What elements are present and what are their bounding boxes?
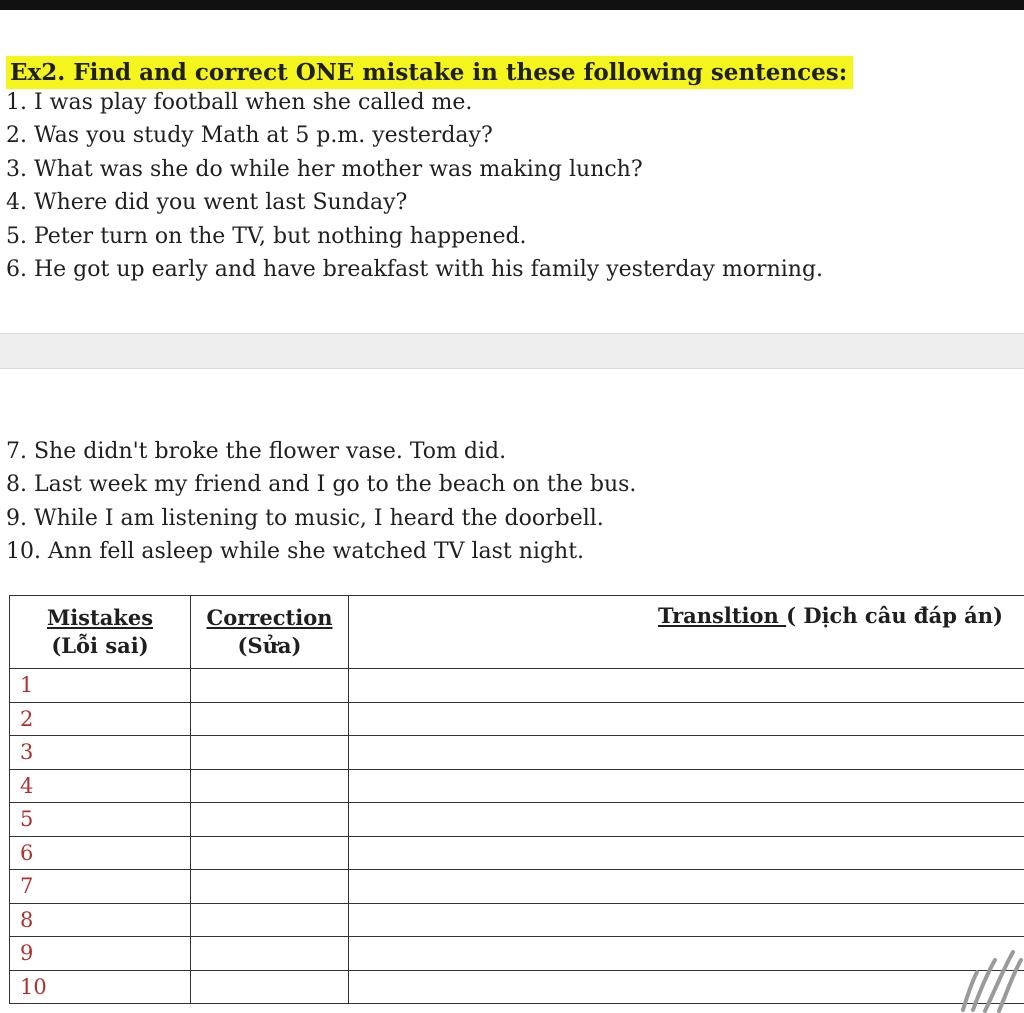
correction-cell[interactable] xyxy=(191,669,349,703)
sentence-8: 8. Last week my friend and I go to the beach on the bus. xyxy=(6,472,637,497)
row-number: 7 xyxy=(10,870,191,904)
correction-cell[interactable] xyxy=(191,769,349,803)
table-row xyxy=(10,702,1024,736)
table-row xyxy=(10,669,1024,703)
answer-table-header xyxy=(10,596,1024,669)
row-number: 10 xyxy=(10,970,191,1004)
sentence-5: 5. Peter turn on the TV, but nothing happened. xyxy=(6,224,527,249)
translation-cell[interactable] xyxy=(349,769,1024,803)
row-number: 2 xyxy=(10,702,191,736)
row-number: 4 xyxy=(10,769,191,803)
table-row xyxy=(10,903,1024,937)
sentence-3: 3. What was she do while her mother was making lunch? xyxy=(6,157,643,182)
pen-scribble-mark xyxy=(955,930,1024,1013)
table-row xyxy=(10,937,1024,971)
header-correction-label: Correction xyxy=(206,605,333,630)
header-correction-sublabel: (Sửa) xyxy=(237,633,302,658)
sentence-4: 4. Where did you went last Sunday? xyxy=(6,190,408,215)
header-translation-label: Transltion xyxy=(658,603,787,628)
header-translation xyxy=(349,596,1024,669)
row-number: 8 xyxy=(10,903,191,937)
correction-cell[interactable] xyxy=(191,903,349,937)
sentence-6: 6. He got up early and have breakfast with his family yesterday morning. xyxy=(6,257,824,282)
sentence-1: 1. I was play football when she called me. xyxy=(6,90,473,115)
table-row xyxy=(10,970,1024,1004)
table-row xyxy=(10,836,1024,870)
translation-cell[interactable] xyxy=(349,937,1024,971)
row-number: 5 xyxy=(10,803,191,837)
header-mistakes-sublabel: (Lỗi sai) xyxy=(51,633,149,658)
header-mistakes xyxy=(10,596,191,669)
translation-cell[interactable] xyxy=(349,669,1024,703)
correction-cell[interactable] xyxy=(191,970,349,1004)
header-correction xyxy=(191,596,349,669)
table-row xyxy=(10,870,1024,904)
table-row xyxy=(10,803,1024,837)
row-number: 9 xyxy=(10,937,191,971)
row-number: 1 xyxy=(10,669,191,703)
sentence-2: 2. Was you study Math at 5 p.m. yesterday? xyxy=(6,123,493,148)
header-translation-sublabel: ( Dịch câu đáp án) xyxy=(786,603,1003,628)
correction-cell[interactable] xyxy=(191,803,349,837)
top-bar xyxy=(0,0,1024,10)
page-separator xyxy=(0,333,1024,369)
sentence-7: 7. She didn't broke the flower vase. Tom did. xyxy=(6,439,507,464)
sentence-10: 10. Ann fell asleep while she watched TV last night. xyxy=(6,539,585,564)
correction-cell[interactable] xyxy=(191,836,349,870)
translation-cell[interactable] xyxy=(349,836,1024,870)
translation-cell[interactable] xyxy=(349,970,1024,1004)
table-row xyxy=(10,736,1024,770)
table-row xyxy=(10,769,1024,803)
header-mistakes-label: Mistakes xyxy=(46,605,154,630)
translation-cell[interactable] xyxy=(349,736,1024,770)
translation-cell[interactable] xyxy=(349,702,1024,736)
row-number: 6 xyxy=(10,836,191,870)
translation-cell[interactable] xyxy=(349,803,1024,837)
correction-cell[interactable] xyxy=(191,702,349,736)
translation-cell[interactable] xyxy=(349,903,1024,937)
correction-cell[interactable] xyxy=(191,937,349,971)
correction-cell[interactable] xyxy=(191,736,349,770)
sentence-9: 9. While I am listening to music, I heard the doorbell. xyxy=(6,506,604,531)
correction-cell[interactable] xyxy=(191,870,349,904)
translation-cell[interactable] xyxy=(349,870,1024,904)
answer-table xyxy=(9,595,1024,1004)
row-number: 3 xyxy=(10,736,191,770)
exercise-title: Ex2. Find and correct ONE mistake in these following sentences: xyxy=(6,56,853,89)
